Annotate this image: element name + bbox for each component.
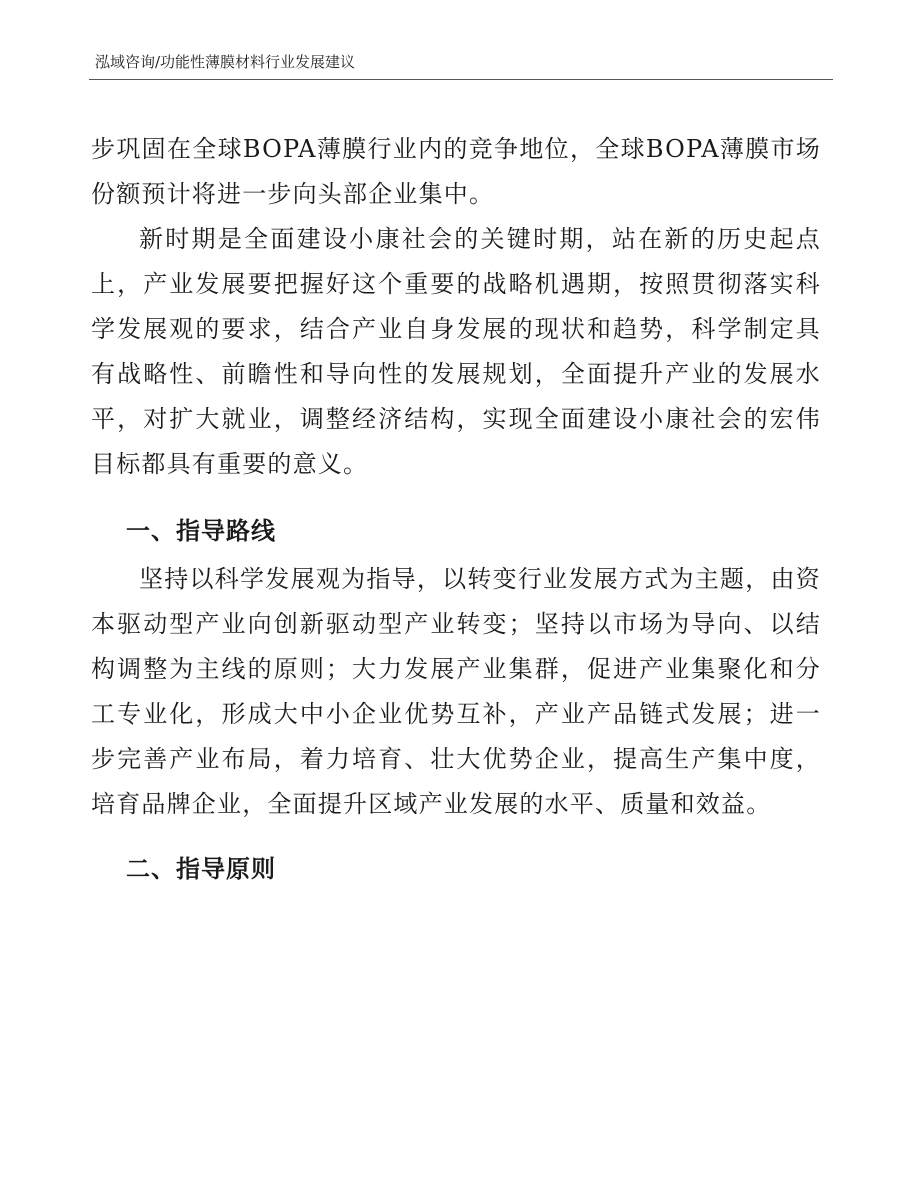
running-header: 泓域咨询/功能性薄膜材料行业发展建议 [95, 53, 356, 71]
spacer [91, 827, 821, 849]
paragraph-guiding-route: 坚持以科学发展观为指导，以转变行业发展方式为主题，由资本驱动型产业向创新驱动型产业转变；坚持以市场为导向、以结构调整为主线的原则；大力发展产业集群，促进产业集聚化和分工专业化，形成大中小企业优势互补，产业产品链式发展；进一步完善产业布局，着力培育、壮大优势企业，提高生产集中度，培育品牌企业，全面提升区域产业发展的水平、质量和效益。 [91, 565, 821, 818]
section-heading-guiding-principles: 二、指导原则 [126, 855, 276, 883]
paragraph-continued: 步巩固在全球BOPA薄膜行业内的竞争地位，全球BOPA薄膜市场份额预计将进一步向头部企业集中。 [91, 135, 821, 208]
header-rule [89, 79, 833, 80]
paragraph-new-period: 新时期是全面建设小康社会的关键时期，站在新的历史起点上，产业发展要把握好这个重要的战略机遇期，按照贯彻落实科学发展观的要求，结合产业自身发展的现状和趋势，科学制定具有战略性、前瞻性和导向性的发展规划，全面提升产业的发展水平，对扩大就业，调整经济结构，实现全面建设小康社会的宏伟目标都具有重要的意义。 [91, 225, 821, 478]
body-text [91, 127, 821, 889]
spacer [91, 487, 821, 511]
section-heading-guiding-route: 一、指导路线 [126, 517, 276, 545]
